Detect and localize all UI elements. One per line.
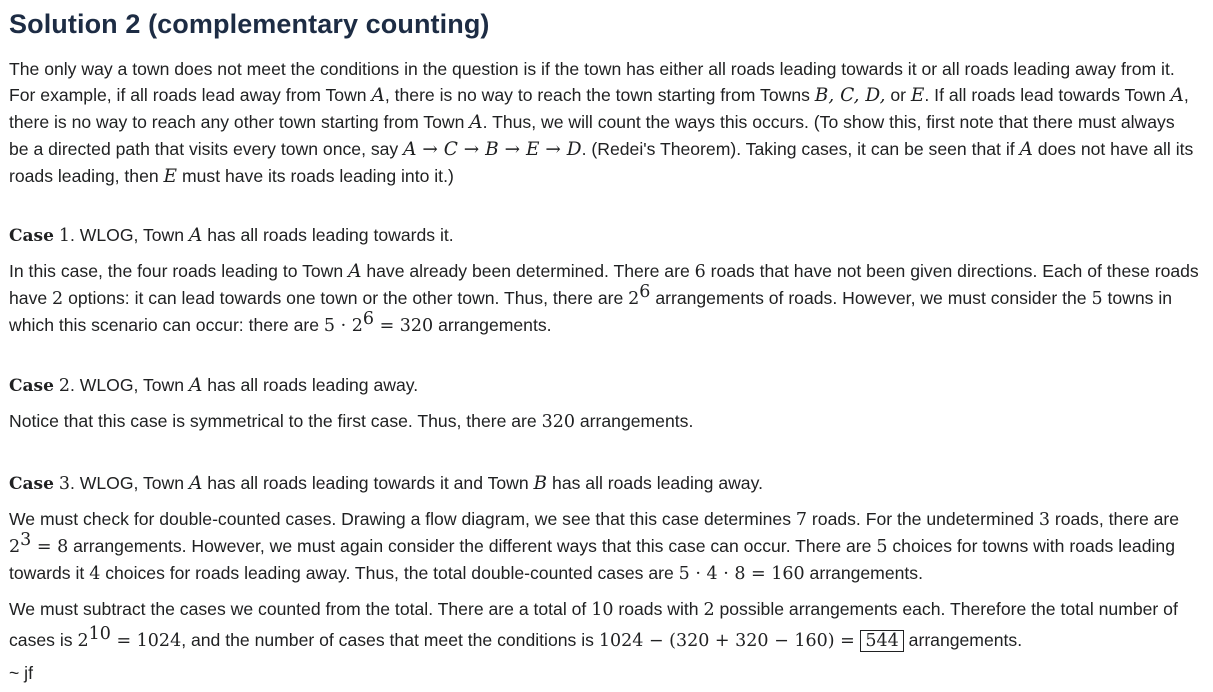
case3-body: We must check for double-counted cases. Drawing a flow diagram, we see that this case determines 7 roads. For the undetermined 3 roads, there are $2^3 = 8$ arrangements. However, we must again consider the different ways that this case can occur. There are 5 choices for towns with roads leading towards it 4 choices for roads leading away. Thus, the total double-counted cases are 5 · 4 · 8 = 160 arrangements.: [9, 509, 1180, 584]
case1-body: In this case, the four roads leading to Town A have already been determined. There are 6 roads that have not been given directions. Each of these roads have 2 options: it can lead towards one town or the other town. Thus, there are $2^6$ arrangements of roads. However, we must consider the 5 towns in which this scenario can occur: there are $5 \cdot 2^6 = 320$ arrangements.: [9, 261, 1199, 336]
final-paragraph: We must subtract the cases we counted from the total. There are a total of 10 roads with 2 possible arrangements each. Therefore the total number of cases is $2^{10} = 1024$, and the number of cases that meet the conditions is 1024 − (320 + 320 − 160) = 544 arrangements.: [9, 599, 1178, 651]
case3-heading: Case 3. WLOG, Town A has all roads leading towards it and Town B has all roads leading away.: [9, 473, 763, 494]
boxed-answer: 544: [860, 630, 903, 652]
signature: ~ jf: [9, 663, 33, 683]
case2-body: Notice that this case is symmetrical to the first case. Thus, there are 320 arrangements.: [9, 411, 694, 432]
section-title: Solution 2 (complementary counting): [9, 9, 490, 39]
case1-heading: Case 1. WLOG, Town A has all roads leading towards it.: [9, 225, 454, 246]
case2-heading: Case 2. WLOG, Town A has all roads leading away.: [9, 375, 419, 396]
intro-paragraph: The only way a town does not meet the conditions in the question is if the town has either all roads leading towards it or all roads leading away from it. For example, if all roads lead away from Town A, there is no way to reach the town starting from Towns B, C, D, or E. If all roads lead towards Town A, there is no way to reach any other town starting from Town A. Thus, we will count the ways this occurs. (To show this, first note that there must always be a directed path that visits every town once, say A → C → B → E → D. (Redei's Theorem). Taking cases, it can be seen that if A does not have all its roads leading, then E must have its roads leading into it.): [9, 59, 1194, 187]
